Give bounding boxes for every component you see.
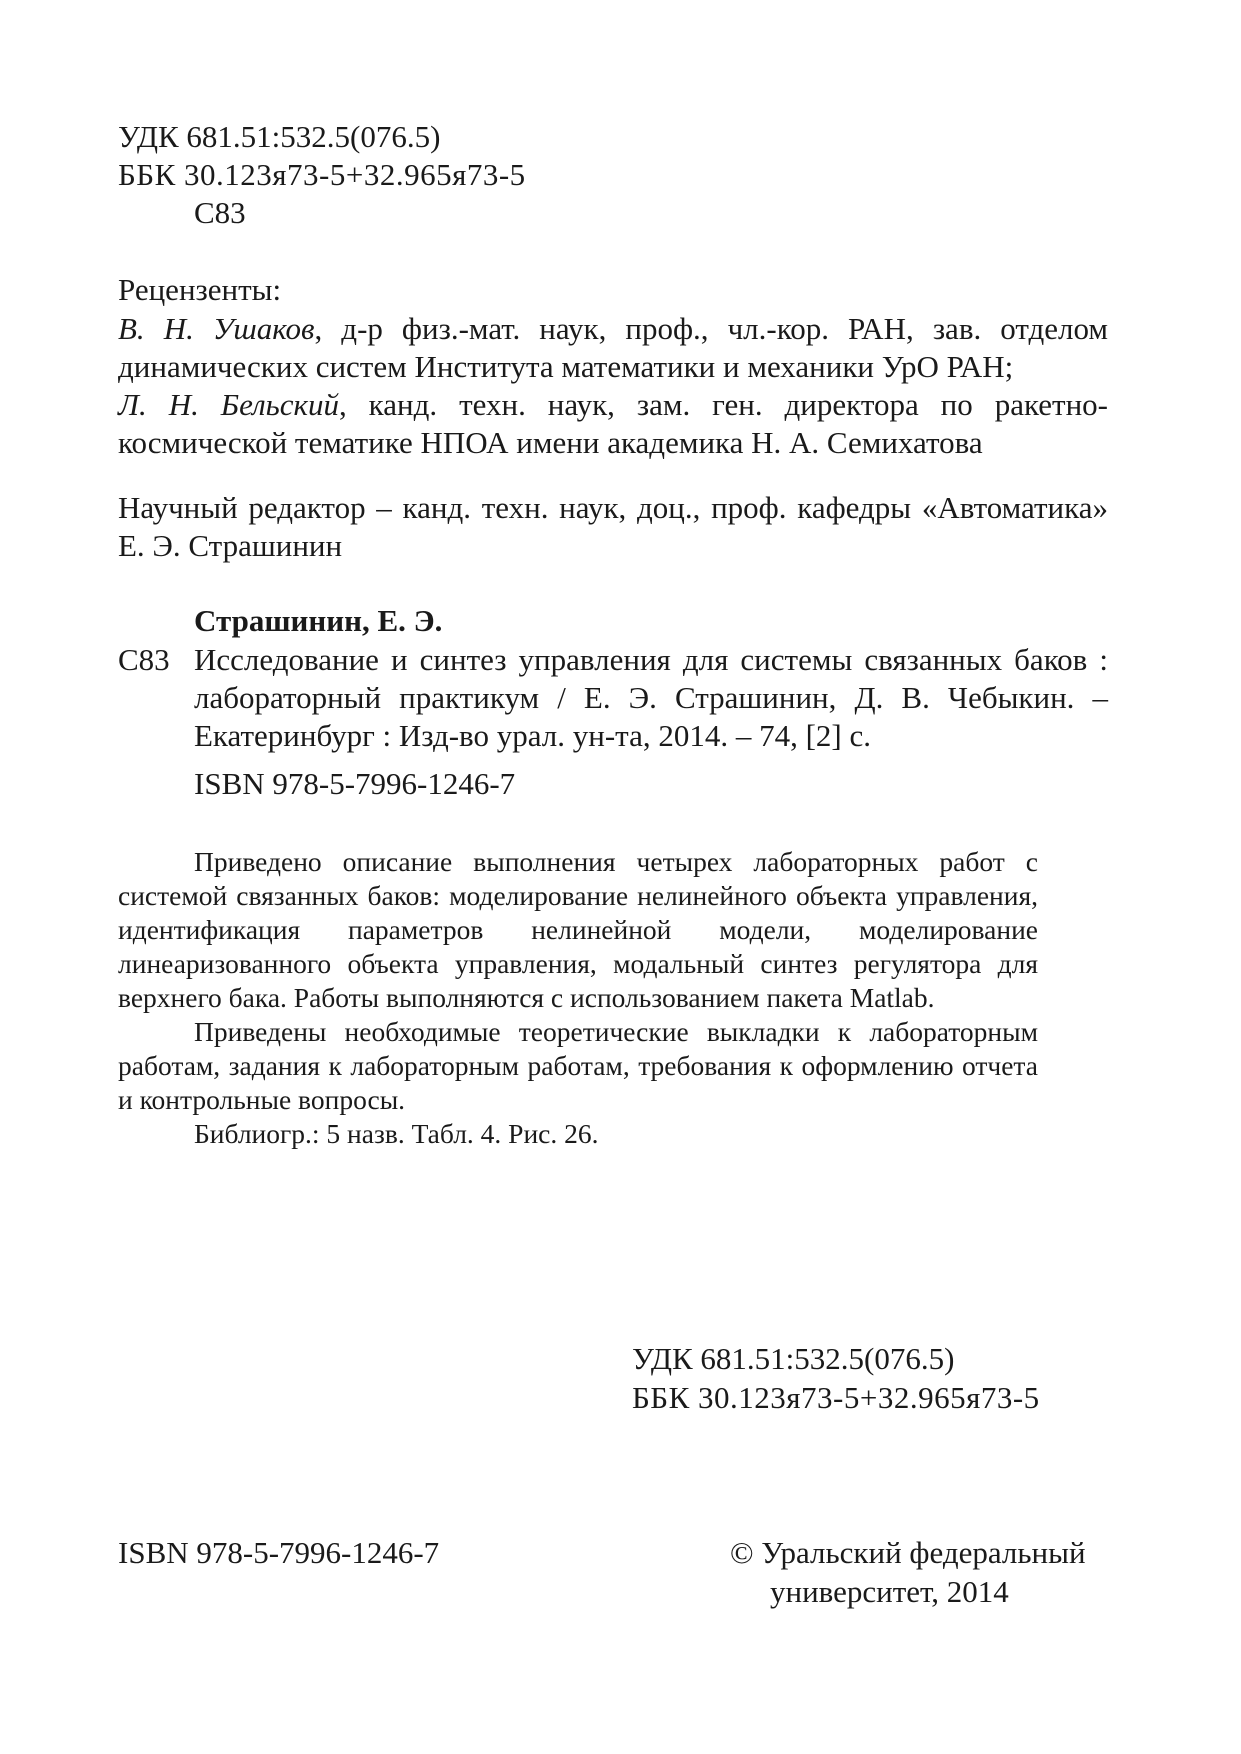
- bbk-code: ББК 30.123я73-5+32.965я73-5: [118, 157, 526, 192]
- reviewers-heading: Рецензенты:: [118, 272, 282, 307]
- catalog-description: Исследование и синтез управления для системы связанных баков : лабораторный практикум / Е. Э. Страшинин, Д. В. Чебыкин. – Екатеринбург : Изд-во урал. ун-та, 2014. – 74, [2] с.: [194, 642, 1108, 753]
- scientific-editor: Научный редактор – канд. техн. наук, доц., проф. кафедры «Автоматика» Е. Э. Страшинин: [118, 490, 1108, 563]
- author-mark: С83: [194, 195, 246, 230]
- copyright-line-2: университет, 2014: [770, 1574, 1009, 1609]
- abstract-paragraph-1: Приведено описание выполнения четырех лабораторных работ с системой связанных баков: моделирование нелинейного объекта управления, идентификация параметров нелинейной модели, моделирование линеаризованного объекта управления, модальный синтез регулятора для верхнего бака. Работы выполняются с использованием пакета Matlab.: [118, 846, 1038, 1013]
- reviewer-2-details: , канд. техн. наук, зам. ген. директора по ракетно-космической тематике НПОА имени академика Н. А. Семихатова: [118, 387, 1108, 460]
- copyright-line-1: © Уральский федеральный: [730, 1535, 1086, 1570]
- reviewer-1-name: В. Н. Ушаков: [118, 311, 315, 346]
- reviewer-2-name: Л. Н. Бельский: [118, 387, 339, 422]
- bottom-isbn: ISBN 978-5-7996-1246-7: [118, 1535, 440, 1570]
- udk-code: УДК 681.51:532.5(076.5): [118, 119, 441, 154]
- reviewer-1-details: , д-р физ.-мат. наук, проф., чл.-кор. РАН, зав. отделом динамических систем Института математики и механики УрО РАН;: [118, 311, 1108, 384]
- catalog-isbn: ISBN 978-5-7996-1246-7: [194, 766, 516, 801]
- abstract-paragraph-2: Приведены необходимые теоретические выкладки к лабораторным работам, задания к лабораторным работам, требования к оформлению отчета и контрольные вопросы.: [118, 1016, 1038, 1115]
- catalog-mark: С83: [118, 642, 170, 677]
- reviewer-1: [118, 310, 1108, 386]
- reviewer-2: [118, 386, 1108, 462]
- footer-udk-code: УДК 681.51:532.5(076.5): [632, 1341, 955, 1376]
- footer-bbk-code: ББК 30.123я73-5+32.965я73-5: [632, 1380, 1040, 1415]
- abstract-paragraph-3: Библиогр.: 5 назв. Табл. 4. Рис. 26.: [194, 1118, 599, 1149]
- catalog-author: Страшинин, Е. Э.: [194, 603, 443, 638]
